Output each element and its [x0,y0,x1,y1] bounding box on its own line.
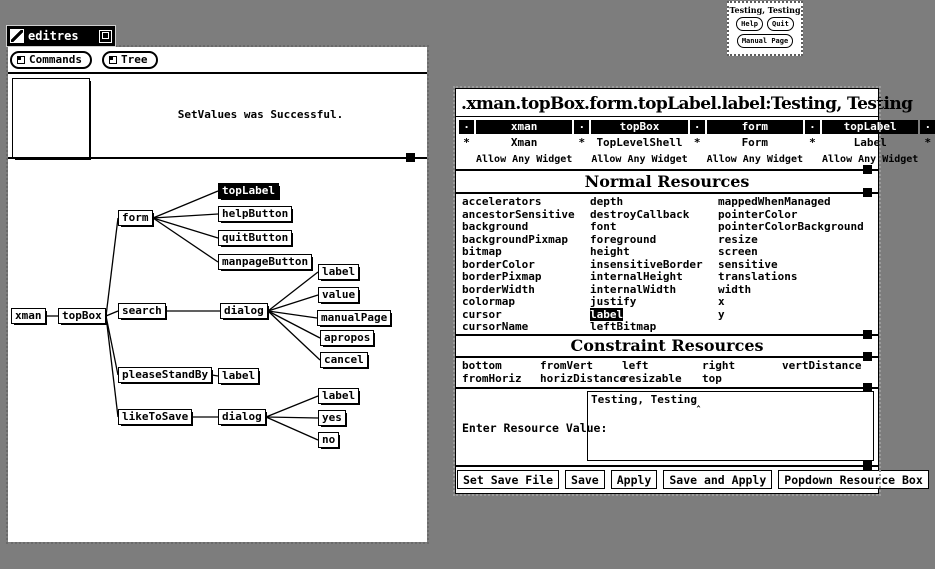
resource-item-insensitiveBorder[interactable]: insensitiveBorder [590,257,703,271]
path-dot-button[interactable]: . [459,120,474,134]
action-button-row [456,467,923,491]
help-button[interactable]: Help [736,17,763,31]
message-side-pane [12,78,90,159]
quit-button[interactable]: Quit [767,17,794,31]
constraint-resources-heading: Constraint Resources [570,336,764,355]
popdown-resource-box-button[interactable]: Popdown Resource Box [778,470,928,489]
constraint-resources-list [456,358,878,387]
path-star-button[interactable]: * [578,136,586,149]
pane-grip[interactable] [863,461,872,470]
pane-divider [456,465,878,467]
resource-item-translations[interactable]: translations [718,270,798,283]
resource-item-leftBitmap[interactable]: leftBitmap [590,320,657,333]
save-button[interactable]: Save [565,470,605,489]
tree-node-dialog_lts[interactable]: dialog [218,409,266,425]
allow-any-widget-button[interactable]: Allow Any Widget [706,154,803,165]
resource-row [590,321,703,334]
resource-item-bitmap[interactable]: bitmap [462,245,502,258]
path-star-button[interactable]: * [924,136,932,149]
path-dot-button[interactable]: . [574,120,589,134]
pane-divider [456,356,878,358]
resource-item-justify[interactable]: justify [590,295,637,308]
tree-edge [153,214,218,218]
tree-node-manualPage[interactable]: manualPage [317,310,391,326]
path-star-button[interactable]: * [809,136,816,149]
tree-node-search[interactable]: search [118,303,166,319]
tree-edge [106,316,118,417]
tree-node-manpageButton[interactable]: manpageButton [218,254,312,270]
resource-item-backgroundPixmap[interactable]: backgroundPixmap [462,232,568,246]
editres-window [8,29,427,542]
pane-grip[interactable] [863,352,872,361]
resource-item-borderColor[interactable]: borderColor [462,257,535,271]
save-and-apply-button[interactable]: Save and Apply [663,470,772,489]
constraint-item-bottom[interactable]: bottom [462,359,502,372]
resource-item-internalWidth[interactable]: internalWidth [590,282,677,296]
resource-row [718,284,864,297]
resource-item-internalHeight[interactable]: internalHeight [590,270,683,283]
tree-edge [106,218,118,316]
tree-node-dialog_search[interactable]: dialog [220,303,268,319]
constraint-item-left[interactable]: left [622,359,649,372]
resource-item-cursorName[interactable]: cursorName [462,320,529,333]
resource-row [462,321,575,334]
widget-tree [8,159,427,542]
tree-node-yes[interactable]: yes [318,410,346,426]
tree-node-quitButton[interactable]: quitButton [218,230,292,246]
tree-edge [268,295,318,311]
resource-column [590,196,703,334]
tree-node-label_search[interactable]: label [318,264,359,280]
pane-grip[interactable] [863,330,872,339]
status-message: SetValues was Successful. [177,108,344,121]
resource-item-mappedWhenManaged[interactable]: mappedWhenManaged [718,195,831,208]
constraint-item-fromVert[interactable]: fromVert [540,359,593,372]
resource-item-width[interactable]: width [718,282,752,296]
path-spacer [459,154,474,168]
tree-node-topBox[interactable]: topBox [58,308,106,324]
tree-node-pleaseStandBy[interactable]: pleaseStandBy [118,367,212,383]
menu-button-label: Tree [121,53,148,66]
allow-any-widget-button[interactable]: Allow Any Widget [476,154,573,165]
tree-edge [266,396,318,417]
path-spacer [574,154,589,168]
resource-item-destroyCallback[interactable]: destroyCallback [590,207,690,221]
manual-page-button[interactable]: Manual Page [737,34,793,48]
resource-item-accelerators[interactable]: accelerators [462,195,542,208]
tree-node-label_lts[interactable]: label [318,388,359,404]
resource-item-background[interactable]: background [462,220,529,233]
resource-item-foreground[interactable]: foreground [590,232,657,246]
editres-titlebar[interactable] [7,26,115,46]
resource-item-depth[interactable]: depth [590,195,624,208]
menu-button-commands[interactable] [10,51,92,69]
resource-row [590,296,703,309]
resource-item-sensitive[interactable]: sensitive [718,257,778,271]
window-title: editres [28,29,79,43]
constraint-item-right[interactable]: right [702,359,736,372]
resource-item-cursor[interactable]: cursor [462,307,502,321]
widget-path-selector [456,117,932,169]
tree-edge [266,417,318,440]
path-spacer [690,154,705,168]
path-spacer [920,154,935,168]
tree-edge [106,311,118,316]
constraint-item-resizable[interactable]: resizable [622,371,682,385]
resource-item-ancestorSensitive[interactable]: ancestorSensitive [462,207,575,221]
xman-button-row [729,17,801,31]
resource-item-borderPixmap[interactable]: borderPixmap [462,270,542,283]
path-spacer [805,154,820,168]
menu-row [8,47,427,72]
window-menu-icon[interactable] [10,29,24,43]
tree-edge [266,417,318,418]
path-class-button-toplevelshell[interactable]: TopLevelShell [596,136,683,149]
editres-paned [8,72,427,542]
path-widget-button-topBox[interactable]: topBox [591,120,687,134]
allow-any-widget-button[interactable]: Allow Any Widget [591,154,688,165]
resource-box-window [455,88,932,494]
tree-edge [268,311,320,338]
resource-value-text: Testing, Testing [591,393,697,406]
normal-resources-list [456,194,878,334]
tree-edge [268,311,317,318]
resource-value-input[interactable] [587,391,874,461]
resource-item-height[interactable]: height [590,245,630,258]
value-entry-section [456,389,878,465]
tree-node-xman[interactable]: xman [11,308,46,324]
constraint-item-fromHoriz[interactable]: fromHoriz [462,371,522,385]
path-class-button-label[interactable]: Label [853,136,887,149]
menu-button-label: Commands [29,53,82,66]
path-dot-button[interactable]: . [690,120,705,134]
tree-node-topLabel[interactable]: topLabel [218,183,279,199]
normal-resources-heading: Normal Resources [584,172,750,191]
path-class-button-xman[interactable]: Xman [510,136,538,149]
path-star-button[interactable]: * [693,136,701,149]
menu-mark-icon [17,56,25,64]
menu-button-tree[interactable] [102,51,158,69]
xman-button-row2 [729,34,801,48]
resource-item-label[interactable]: label [590,307,624,321]
tree-node-label_psb[interactable]: label [218,368,259,384]
value-entry-label: Enter Resource Value: [462,421,608,435]
tree-edge [268,272,318,311]
constraint-item-top[interactable]: top [702,371,722,385]
apply-button[interactable]: Apply [611,470,658,489]
resource-column [462,196,575,334]
resource-row [718,296,864,309]
resource-item-pointerColorBackground[interactable]: pointerColorBackground [718,220,864,233]
path-widget-button-xman[interactable]: xman [476,120,572,134]
path-star-button[interactable]: * [463,136,470,149]
tree-node-form[interactable]: form [118,210,153,226]
pane-divider [456,334,878,336]
tree-node-value[interactable]: value [318,287,359,303]
path-widget-button-topLabel[interactable]: topLabel [822,120,918,134]
constraint-item-vertDistance[interactable]: vertDistance [782,359,862,372]
path-dot-button[interactable]: . [920,120,935,134]
resource-item-font[interactable]: font [590,220,617,233]
path-class-button-form[interactable]: Form [741,136,769,149]
tree-node-cancel[interactable]: cancel [320,352,368,368]
constraint-item-horizDistance[interactable]: horizDistance [540,371,627,385]
resource-item-screen[interactable]: screen [718,245,758,258]
path-widget-button-form[interactable]: form [707,120,803,134]
resource-item-borderWidth[interactable]: borderWidth [462,282,535,296]
tree-node-likeToSave[interactable]: likeToSave [118,409,192,425]
resource-item-y[interactable]: y [718,307,725,321]
text-caret: ‸ [696,398,701,408]
tree-edge [153,191,218,218]
set-save-file-button[interactable]: Set Save File [457,470,559,489]
pane-divider [456,169,878,171]
resource-column [718,196,864,321]
resource-item-colormap[interactable]: colormap [462,295,515,308]
tree-node-no[interactable]: no [318,432,339,448]
path-dot-button[interactable]: . [805,120,820,134]
resource-item-pointerColor[interactable]: pointerColor [718,207,798,221]
pane-grip[interactable] [863,165,872,174]
allow-any-widget-button[interactable]: Allow Any Widget [821,154,919,165]
window-resize-icon[interactable] [99,30,112,43]
resource-item-resize[interactable]: resize [718,232,758,246]
tree-edge [153,218,218,238]
tree-edge [268,311,320,360]
tree-node-helpButton[interactable]: helpButton [218,206,292,222]
xman-top-label: Testing, Testing [729,5,801,15]
tree-node-apropos[interactable]: apropos [320,330,374,346]
menu-mark-icon [109,56,117,64]
xman-window [727,1,803,56]
resource-row [718,309,864,322]
tree-edge [106,316,118,375]
tree-edge [153,218,218,262]
resource-item-x[interactable]: x [718,295,725,308]
resource-spec-title: .xman.topBox.form.topLabel.label:Testing, Testing [456,89,878,117]
